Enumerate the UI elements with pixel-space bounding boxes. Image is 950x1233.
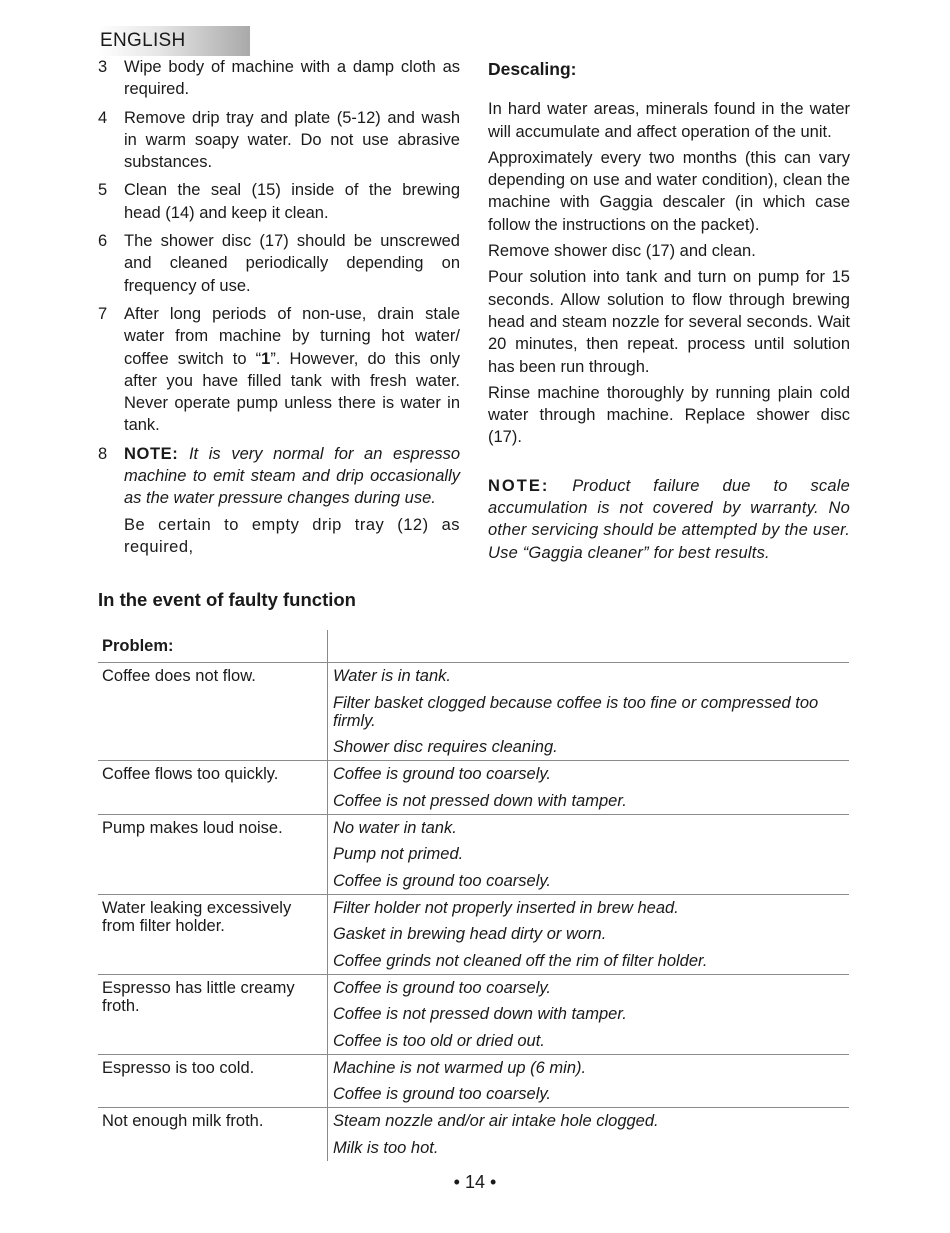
drip-tray-reminder: Be certain to empty drip tray (12) as required, (124, 515, 460, 556)
causes-cell (327, 761, 849, 814)
table-header (98, 630, 849, 663)
causes-cell (327, 895, 849, 974)
item-text-before: After long periods of non-use, drain stale water from machine by turning hot water/ coffee switch to “ (124, 304, 460, 368)
descaling-paragraph: Approximately every two months (this can vary depending on use and water condition), clean the machine with Gaggia descaler (in which case follow the instructions on the packet). (488, 148, 850, 234)
descaling-title: Descaling: (488, 59, 577, 79)
causes-cell (327, 815, 849, 894)
note-body: It is very normal for an espresso machine to emit steam and drip occasionally as the water pressure changes during use. (124, 444, 460, 508)
cause-item: Gasket in brewing head dirty or worn. (333, 925, 607, 943)
item-number: 5 (98, 181, 108, 200)
warranty-note (488, 475, 850, 564)
list-item (98, 443, 460, 510)
problem-cell: Pump makes loud noise. (102, 818, 283, 837)
list-item (98, 179, 460, 224)
cause-item: Milk is too hot. (333, 1138, 439, 1157)
list-item (98, 56, 460, 101)
descaling-paragraph: Pour solution into tank and turn on pump for 15 seconds. Allow solution to flow through brewing head and steam nozzle for several seconds. Wait 20 minutes, then repeat. process until solution has been run through. (488, 268, 850, 376)
table-row (98, 663, 849, 761)
item-text: Clean the seal (15) inside of the brewing head (14) and keep it clean. (124, 181, 460, 222)
cause-item: Coffee is ground too coarsely. (333, 978, 551, 997)
table-row (98, 895, 849, 975)
causes-cell (327, 1055, 849, 1108)
list-item (98, 230, 460, 297)
problem-cell: Coffee does not flow. (102, 667, 256, 685)
switch-position: 1 (261, 349, 271, 368)
item-number: 6 (98, 232, 108, 251)
descaling-paragraph: In hard water areas, minerals found in the water will accumulate and affect operation of the unit. (488, 100, 850, 141)
causes-cell (327, 663, 849, 760)
item-number: 8 (98, 444, 108, 463)
cause-item: Coffee is ground too coarsely. (333, 1085, 551, 1103)
table-row (98, 975, 849, 1055)
item-text: The shower disc (17) should be unscrewed and cleaned periodically depending on frequency of use. (124, 232, 460, 295)
cause-item: Coffee is too old or dried out. (333, 1031, 545, 1050)
cause-item: Shower disc requires cleaning. (333, 738, 558, 756)
cause-item: Coffee is ground too coarsely. (333, 765, 551, 783)
item-text (124, 303, 460, 437)
faults-title: In the event of faulty function (98, 589, 356, 610)
cause-item: Filter basket clogged because coffee is too fine or compressed too firmly. (333, 693, 819, 730)
maintenance-list (98, 56, 460, 564)
note-label: NOTE: (124, 444, 179, 463)
troubleshooting-table (98, 630, 849, 1161)
cause-item: Water is in tank. (333, 667, 451, 685)
cause-item: Coffee grinds not cleaned off the rim of filter holder. (333, 951, 708, 970)
item-text: Remove drip tray and plate (5-12) and wash in warm soapy water. Do not use abrasive substances. (124, 108, 460, 172)
problem-cell: Water leaking excessively from filter holder. (102, 898, 292, 935)
item-number: 3 (98, 58, 108, 76)
problem-cell: Espresso is too cold. (102, 1058, 255, 1077)
table-row (98, 1055, 849, 1109)
note-body: Product failure due to scale accumulation is not covered by warranty. No other servicing should be attempted by the user. Use “Gaggia cleaner” for best results. (488, 476, 850, 562)
table-row (98, 815, 849, 895)
causes-cell (327, 1108, 849, 1161)
item-text-after: ”. However, do this only after you have filled tank with fresh water. Never operate pump unless there is water in tank. (124, 349, 460, 435)
item-text: Wipe body of machine with a damp cloth as required. (124, 58, 460, 99)
cause-item: No water in tank. (333, 818, 457, 837)
list-item (98, 303, 460, 437)
problem-cell: Not enough milk froth. (102, 1112, 264, 1130)
page-number: • 14 • (453, 1172, 497, 1192)
cause-column-header (327, 630, 849, 662)
note-text (124, 443, 460, 510)
problem-column-header: Problem: (102, 637, 174, 655)
cause-item: Machine is not warmed up (6 min). (333, 1058, 587, 1077)
item-number: 4 (98, 108, 108, 127)
problem-cell: Espresso has little creamy froth. (102, 978, 295, 1015)
table-row (98, 1108, 849, 1161)
problem-cell: Coffee flows too quickly. (102, 765, 279, 783)
language-tab (98, 26, 250, 56)
language-label: ENGLISH (100, 30, 186, 51)
causes-cell (327, 975, 849, 1054)
descaling-paragraph: Rinse machine thoroughly by running plain cold water through machine. Replace shower disc (17). (488, 383, 850, 447)
cause-item: Pump not primed. (333, 845, 464, 863)
descaling-section (488, 56, 850, 568)
item-number: 7 (98, 304, 108, 323)
list-item (98, 107, 460, 174)
cause-item: Coffee is ground too coarsely. (333, 871, 551, 890)
descaling-paragraph: Remove shower disc (17) and clean. (488, 242, 756, 261)
table-row (98, 761, 849, 815)
cause-item: Steam nozzle and/or air intake hole clogged. (333, 1112, 659, 1130)
cause-item: Filter holder not properly inserted in brew head. (333, 898, 679, 917)
note-label: NOTE: (488, 476, 550, 495)
cause-item: Coffee is not pressed down with tamper. (333, 1005, 627, 1023)
cause-item: Coffee is not pressed down with tamper. (333, 791, 627, 810)
